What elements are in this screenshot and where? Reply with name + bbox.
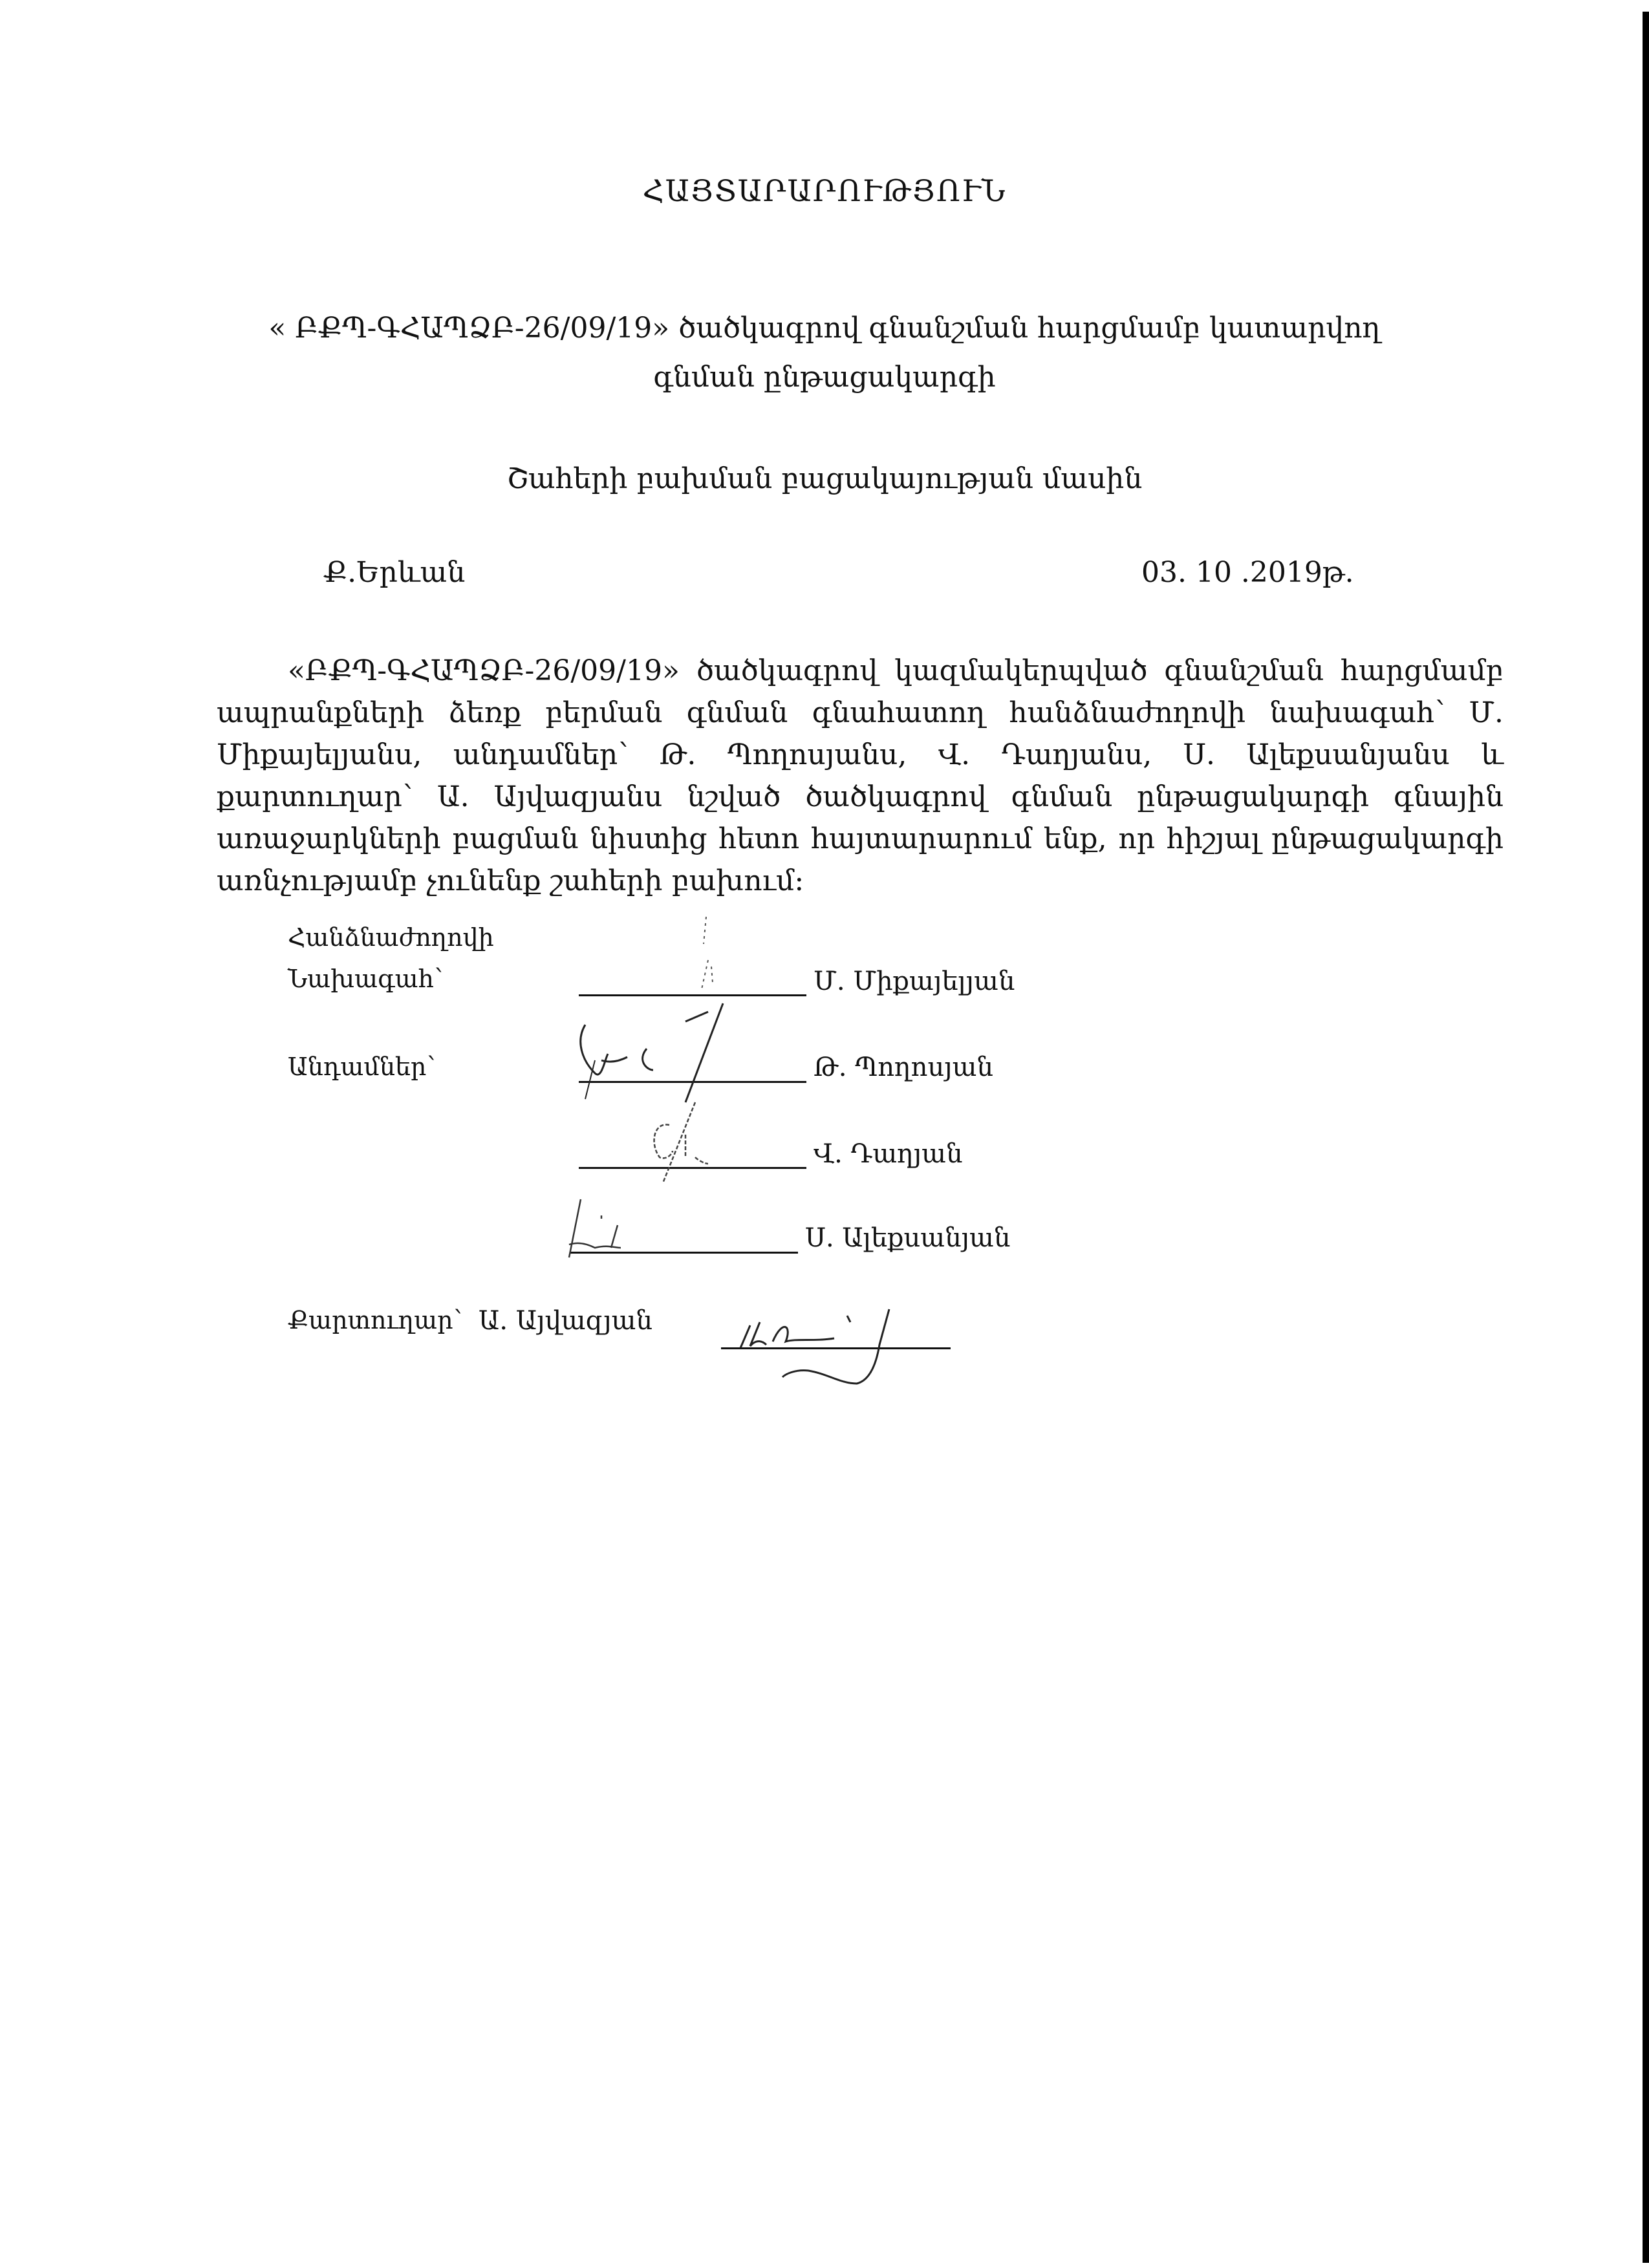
secretary-name: Ա. Այվազյան xyxy=(479,1306,652,1336)
member1-name: Թ. Պողոսյան xyxy=(814,1053,993,1082)
chair-name: Մ. Միքայելյան xyxy=(814,967,1015,996)
members-label: Անդամներ՝ xyxy=(288,1053,436,1081)
chair-label-line2: Նախագահ՝ xyxy=(288,965,443,993)
secretary-signature-line xyxy=(721,1347,951,1349)
document-date: 03. 10 .2019թ. xyxy=(1141,556,1354,589)
document-subtitle-line2: գնման ընթացակարգի xyxy=(653,361,996,394)
document-topic: Շահերի բախման բացակայության մասին xyxy=(506,462,1143,495)
document-city: Ք.Երևան xyxy=(323,556,466,589)
document-title: ՀԱՅՏԱՐԱՐՈՒԹՅՈՒՆ xyxy=(642,173,1007,208)
member3-signature-line xyxy=(570,1252,798,1254)
chair-signature-line xyxy=(579,994,806,996)
member3-name: Ս. Ալեքսանյան xyxy=(805,1223,1011,1253)
document-subtitle-line1: « ԲՔՊ-ԳՀԱՊՁԲ-26/09/19» ծածկագրով գնանշման հարցմամբ կատարվող xyxy=(268,312,1381,345)
member2-name: Վ. Դաղյան xyxy=(814,1139,963,1169)
chair-label-line1: Հանձնաժողովի xyxy=(288,923,494,952)
secretary-label: Քարտուղար՝ xyxy=(288,1306,462,1334)
member2-signature-line xyxy=(579,1167,806,1169)
scan-page-edge xyxy=(1643,12,1649,2263)
document-body: «ԲՔՊ-ԳՀԱՊՁԲ-26/09/19» ծածկագրով կազմակերպված գնանշման հարցմամբ ապրանքների ձեռք բերման գնման գնահատող հանձնաժողովի նախագահ՝ Մ. Միքայելյանս, անդամներ՝ Թ. Պողոսյանս, Վ. Դաղյանս, Ս. Ալեքսանյանս և քարտուղար՝ Ա. Այվազյանս նշված ծածկագրով գնման ընթացակարգի գնային առաջարկների բացման նիստից հետո հայտարարում ենք, որ հիշյալ ընթացակարգի առնչությամբ չունենք շահերի բախում: xyxy=(217,654,1503,897)
